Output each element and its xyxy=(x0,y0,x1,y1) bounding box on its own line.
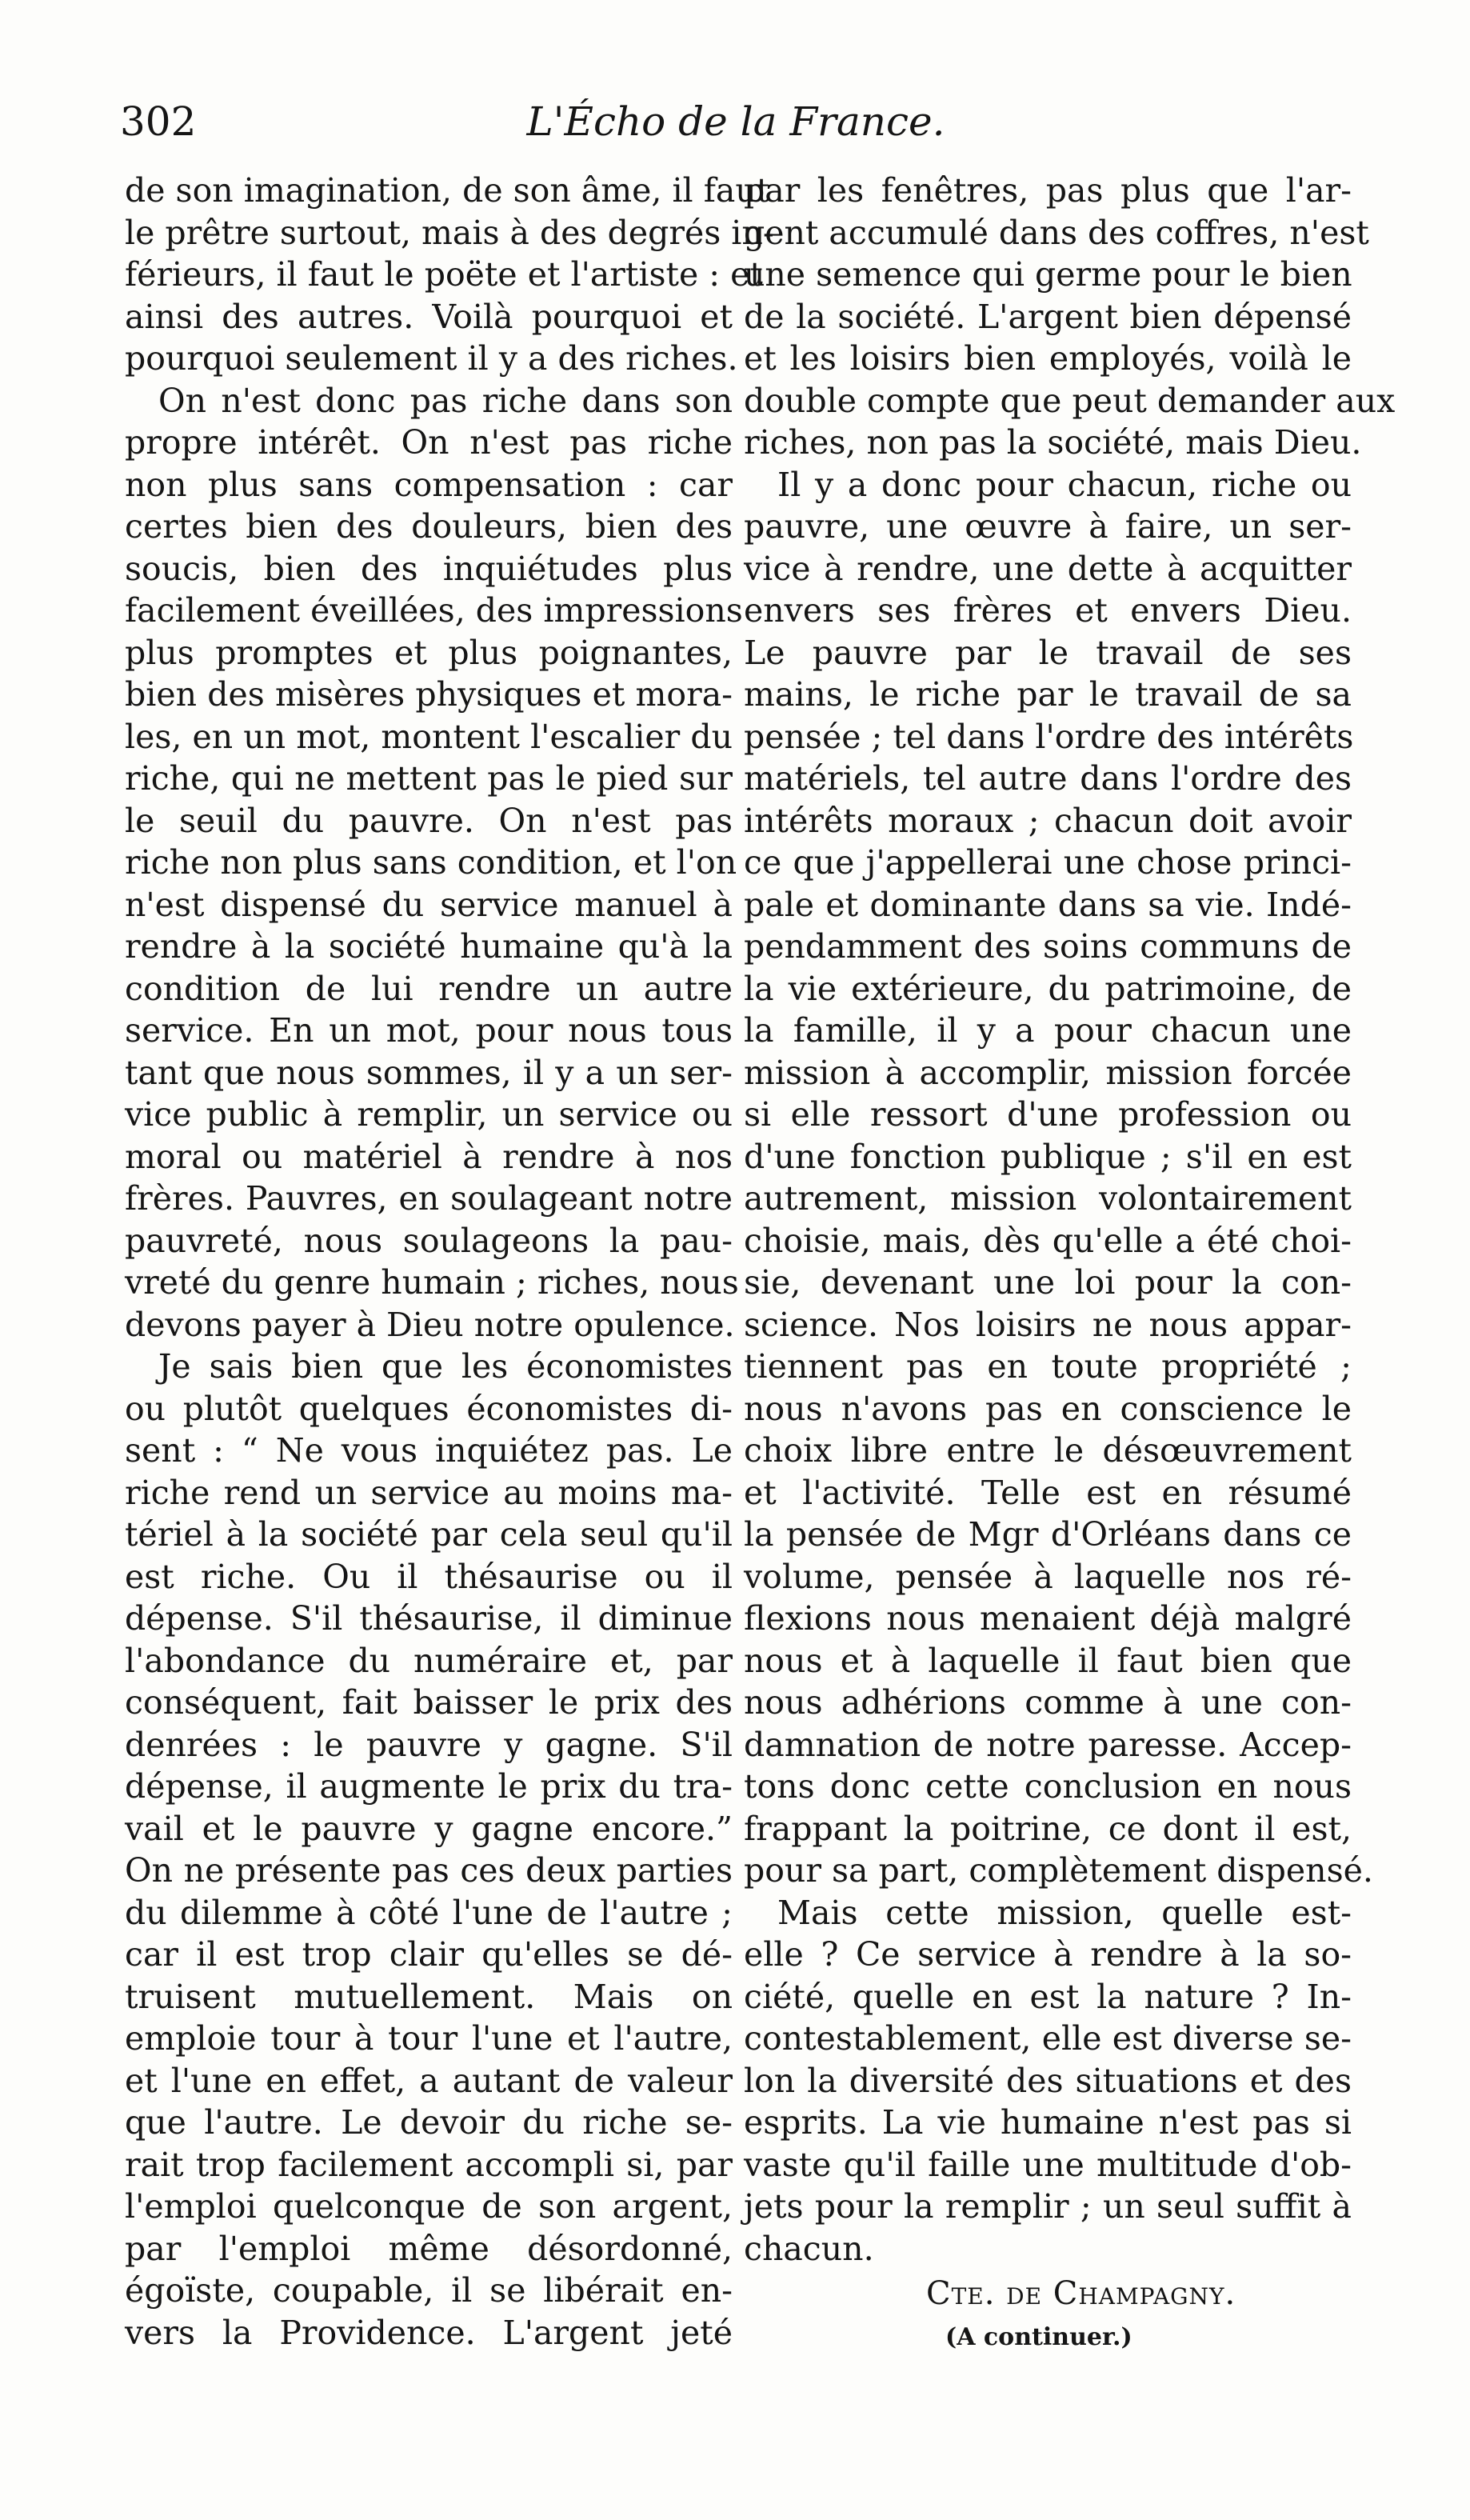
text-line: la vie extérieure, du patrimoine, de xyxy=(744,969,1352,1008)
text-line: soucis, bien des inquiétudes plus xyxy=(125,549,733,588)
text-line: ainsi des autres. Voilà pourquoi et xyxy=(125,297,733,336)
text-line: rait trop facilement accompli si, par xyxy=(125,2145,733,2184)
text-line: de son imagination, de son âme, il faut xyxy=(125,171,770,210)
text-line: contestablement, elle est diverse se- xyxy=(744,2019,1352,2058)
text-line: riches, non pas la société, mais Dieu. xyxy=(744,423,1362,462)
text-line: frères. Pauvres, en soulageant notre xyxy=(125,1179,733,1218)
text-line: gent accumulé dans des coffres, n'est xyxy=(744,213,1369,252)
text-line: nous n'avons pas en conscience le xyxy=(744,1389,1352,1428)
text-line: tiennent pas en toute propriété ; xyxy=(744,1347,1352,1386)
text-line: mission à accomplir, mission forcée xyxy=(744,1053,1352,1092)
text-line: ou plutôt quelques économistes di- xyxy=(125,1389,733,1428)
text-line: le seuil du pauvre. On n'est pas xyxy=(125,801,733,840)
text-line: autrement, mission volontairement xyxy=(744,1179,1352,1218)
text-line: choisie, mais, dès qu'elle a été choi- xyxy=(744,1221,1352,1260)
text-line: lon la diversité des situations et des xyxy=(744,2061,1352,2100)
text-line: non plus sans compensation : car xyxy=(125,465,733,504)
text-line: Mais cette mission, quelle est- xyxy=(777,1893,1352,1932)
text-line: certes bien des douleurs, bien des xyxy=(125,507,733,546)
text-line: du dilemme à côté l'une de l'autre ; xyxy=(125,1893,733,1932)
text-line: volume, pensée à laquelle nos ré- xyxy=(744,1557,1352,1596)
text-line: On n'est donc pas riche dans son xyxy=(158,381,733,420)
text-line: choix libre entre le désœuvrement xyxy=(744,1431,1352,1470)
text-line: est riche. Ou il thésaurise ou il xyxy=(125,1557,733,1596)
text-line: par les fenêtres, pas plus que l'ar- xyxy=(744,171,1352,210)
text-line: truisent mutuellement. Mais on xyxy=(125,1977,733,2016)
text-line: pour sa part, complètement dispensé. xyxy=(744,1851,1373,1890)
text-line: rendre à la société humaine qu'à la xyxy=(125,927,733,966)
text-line: Il y a donc pour chacun, riche ou xyxy=(777,465,1352,504)
text-line: vail et le pauvre y gagne encore.” xyxy=(125,1809,733,1848)
to-be-continued-note: (A continuer.) xyxy=(945,2323,1132,2351)
text-line: férieurs, il faut le poëte et l'artiste : et xyxy=(125,255,763,294)
text-line: sent : “ Ne vous inquiétez pas. Le xyxy=(125,1431,733,1470)
author-signature xyxy=(926,2273,1236,2314)
text-line: damnation de notre paresse. Accep- xyxy=(744,1725,1352,1764)
text-line: et les loisirs bien employés, voilà le xyxy=(744,339,1352,378)
text-line: dépense, il augmente le prix du tra- xyxy=(125,1767,733,1806)
text-line: sie, devenant une loi pour la con- xyxy=(744,1263,1352,1302)
page-header xyxy=(120,98,1352,154)
text-line: de la société. L'argent bien dépensé xyxy=(744,297,1352,336)
text-line: flexions nous menaient déjà malgré xyxy=(744,1599,1352,1638)
text-line: riche rend un service au moins ma- xyxy=(125,1473,733,1512)
text-line: pourquoi seulement il y a des riches. xyxy=(125,339,738,378)
text-line: n'est dispensé du service manuel à xyxy=(125,885,733,924)
text-line: par l'emploi même désordonné, xyxy=(125,2229,733,2268)
text-line: pale et dominante dans sa vie. Indé- xyxy=(744,885,1352,924)
text-line: Le pauvre par le travail de ses xyxy=(744,633,1352,672)
text-line: tons donc cette conclusion en nous xyxy=(744,1767,1352,1806)
text-line: une semence qui germe pour le bien xyxy=(744,255,1352,294)
text-line: vice à rendre, une dette à acquitter xyxy=(744,549,1352,588)
text-line: matériels, tel autre dans l'ordre des xyxy=(744,759,1352,798)
text-line: pensée ; tel dans l'ordre des intérêts xyxy=(744,717,1354,756)
text-line: propre intérêt. On n'est pas riche xyxy=(125,423,733,462)
text-line: denrées : le pauvre y gagne. S'il xyxy=(125,1725,733,1764)
text-line: et l'une en effet, a autant de valeur xyxy=(125,2061,733,2100)
text-line: ce que j'appellerai une chose princi- xyxy=(744,843,1352,882)
text-line: devons payer à Dieu notre opulence. xyxy=(125,1305,735,1344)
text-line: vreté du genre humain ; riches, nous xyxy=(125,1263,739,1302)
text-line: vers la Providence. L'argent jeté xyxy=(125,2313,733,2352)
text-line: nous adhérions comme à une con- xyxy=(744,1683,1352,1722)
running-title: L'Écho de la France. xyxy=(526,98,945,145)
text-line: double compte que peut demander aux xyxy=(744,381,1396,420)
text-line: car il est trop clair qu'elles se dé- xyxy=(125,1935,733,1974)
text-line: riche non plus sans condition, et l'on xyxy=(125,843,737,882)
text-line: ciété, quelle en est la nature ? In- xyxy=(744,1977,1352,2016)
text-line: la pensée de Mgr d'Orléans dans ce xyxy=(744,1515,1352,1554)
text-line: la famille, il y a pour chacun une xyxy=(744,1011,1352,1050)
text-line: si elle ressort d'une profession ou xyxy=(744,1095,1352,1134)
text-line: vaste qu'il faille une multitude d'ob- xyxy=(744,2145,1352,2184)
text-line: le prêtre surtout, mais à des degrés in- xyxy=(125,213,774,252)
signature-text: Cte. de Champagny. xyxy=(926,2275,1236,2312)
text-line: les, en un mot, montent l'escalier du xyxy=(125,717,733,756)
text-line: envers ses frères et envers Dieu. xyxy=(744,591,1352,630)
text-line: service. En un mot, pour nous tous xyxy=(125,1011,733,1050)
text-line: d'une fonction publique ; s'il en est xyxy=(744,1137,1352,1176)
text-line: l'emploi quelconque de son argent, xyxy=(125,2187,733,2226)
text-line: mains, le riche par le travail de sa xyxy=(744,675,1352,714)
text-line: bien des misères physiques et mora- xyxy=(125,675,733,714)
text-line: elle ? Ce service à rendre à la so- xyxy=(744,1935,1352,1974)
text-line: pauvre, une œuvre à faire, un ser- xyxy=(744,507,1352,546)
text-line: emploie tour à tour l'une et l'autre, xyxy=(125,2019,733,2058)
text-line: science. Nos loisirs ne nous appar- xyxy=(744,1305,1352,1344)
text-line: l'abondance du numéraire et, par xyxy=(125,1641,733,1680)
text-line: condition de lui rendre un autre xyxy=(125,969,733,1008)
text-line: plus promptes et plus poignantes, xyxy=(125,633,733,672)
text-line: et l'activité. Telle est en résumé xyxy=(744,1473,1352,1512)
text-line: jets pour la remplir ; un seul suffit à xyxy=(744,2187,1352,2226)
text-line: chacun. xyxy=(744,2229,874,2268)
text-line: esprits. La vie humaine n'est pas si xyxy=(744,2103,1352,2142)
right-text-column xyxy=(744,170,1396,2270)
page-number: 302 xyxy=(120,98,197,145)
text-line: tant que nous sommes, il y a un ser- xyxy=(125,1053,733,1092)
text-line: tériel à la société par cela seul qu'il xyxy=(125,1515,733,1554)
text-line: conséquent, fait baisser le prix des xyxy=(125,1683,733,1722)
text-line: dépense. S'il thésaurise, il diminue xyxy=(125,1599,733,1638)
text-line: frappant la poitrine, ce dont il est, xyxy=(744,1809,1352,1848)
text-line: riche, qui ne mettent pas le pied sur xyxy=(125,759,733,798)
text-line: pendamment des soins communs de xyxy=(744,927,1352,966)
text-line: pauvreté, nous soulageons la pau- xyxy=(125,1221,733,1260)
text-line: Je sais bien que les économistes xyxy=(158,1347,733,1386)
text-line: égoïste, coupable, il se libérait en- xyxy=(125,2271,733,2310)
text-line: vice public à remplir, un service ou xyxy=(125,1095,733,1134)
left-text-column xyxy=(125,170,774,2354)
text-line: facilement éveillées, des impressions xyxy=(125,591,743,630)
text-line: que l'autre. Le devoir du riche se- xyxy=(125,2103,733,2142)
text-line: nous et à laquelle il faut bien que xyxy=(744,1641,1352,1680)
text-line: On ne présente pas ces deux parties xyxy=(125,1851,733,1890)
text-line: moral ou matériel à rendre à nos xyxy=(125,1137,733,1176)
text-line: intérêts moraux ; chacun doit avoir xyxy=(744,801,1352,840)
